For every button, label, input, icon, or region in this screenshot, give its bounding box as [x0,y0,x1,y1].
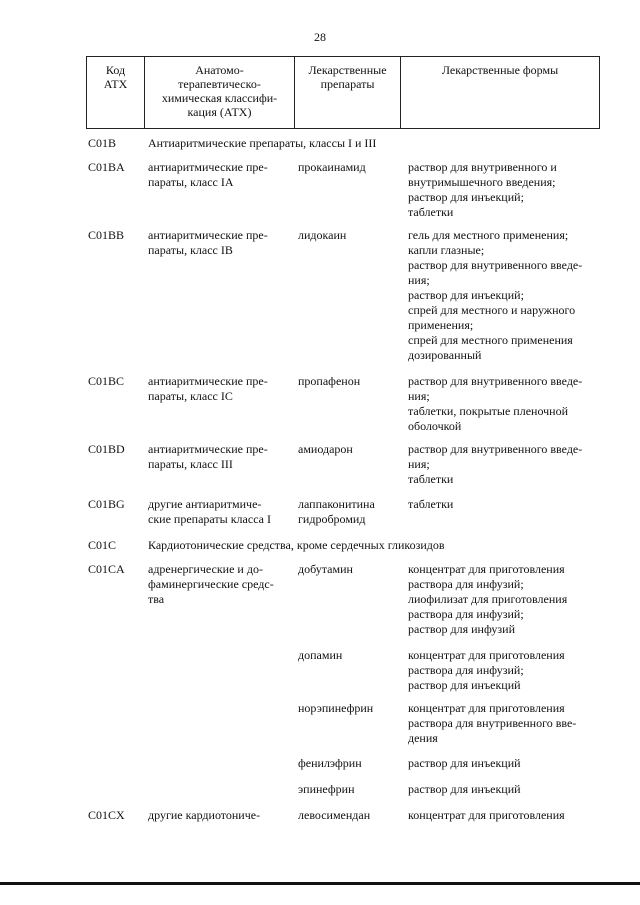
drug-name: допамин [298,648,343,662]
drug-name: амиодарон [298,442,353,456]
page-number: 28 [314,30,326,44]
dosage-forms: концентрат для приготовления [408,808,565,822]
dosage-forms: концентрат для приготовления раствора для инфузий; лиофилизат для приготовления раствора для инфузий; раствор для инфузий [408,562,568,636]
header-code: Код АТХ [87,57,145,128]
atc-code: C01CA [88,562,125,576]
atc-group: другие кардиотониче- [148,808,261,822]
atc-code: C01CX [88,808,125,822]
drug-name: лидокаин [298,228,347,242]
atc-group: Антиаритмические препараты, классы I и III [148,136,377,150]
atc-code: C01BD [88,442,125,456]
dosage-forms: раствор для внутривенного и внутримышечного введения; раствор для инъекций; таблетки [408,160,557,219]
drug-name: добутамин [298,562,353,576]
dosage-forms: концентрат для приготовления раствора для инфузий; раствор для инъекций [408,648,565,692]
drug-name: эпинефрин [298,782,355,796]
dosage-forms: концентрат для приготовления раствора для внутривенного вве- дения [408,701,577,745]
atc-group: антиаритмические пре- параты, класс IB [148,228,268,257]
atc-code: C01BC [88,374,125,388]
header-classification: Анатомо- терапевтическо- химическая классифи- кация (АТХ) [145,57,295,128]
drug-name: фенилэфрин [298,756,362,770]
dosage-forms: раствор для внутривенного введе- ния; таблетки, покрытые пленочной оболочкой [408,374,583,433]
dosage-forms: раствор для инъекций [408,782,521,796]
header-drugs: Лекарственные препараты [295,57,401,128]
table-header [86,56,600,129]
atc-code: C01B [88,136,117,150]
dosage-forms: гель для местного применения; капли глазные; раствор для внутривенного введе- ния; раствор для инъекций; спрей для местного и наружного применения; спрей для местного применения дозированный [408,228,583,362]
atc-group: Кардиотонические средства, кроме сердечных гликозидов [148,538,445,552]
drug-name: прокаинамид [298,160,366,174]
atc-code: C01BB [88,228,125,242]
header-forms: Лекарственные формы [441,63,559,77]
dosage-forms: таблетки [408,497,454,511]
drug-name: левосимендан [298,808,371,822]
drug-name: лаппаконитина гидробромид [298,497,375,526]
dosage-forms: раствор для внутривенного введе- ния; таблетки [408,442,583,486]
atc-group: адренергические и до- фаминергические средс- тва [148,562,274,606]
atc-group: антиаритмические пре- параты, класс III [148,442,268,471]
dosage-forms: раствор для инъекций [408,756,521,770]
atc-group: антиаритмические пре- параты, класс IA [148,160,268,189]
page-bottom-rule [0,882,640,885]
atc-group: антиаритмические пре- параты, класс IC [148,374,268,403]
drug-name: пропафенон [298,374,361,388]
atc-group: другие антиаритмиче- ские препараты класса I [148,497,271,526]
atc-code: C01BG [88,497,125,511]
drug-name: норэпинефрин [298,701,374,715]
atc-code: C01BA [88,160,125,174]
atc-code: C01C [88,538,117,552]
